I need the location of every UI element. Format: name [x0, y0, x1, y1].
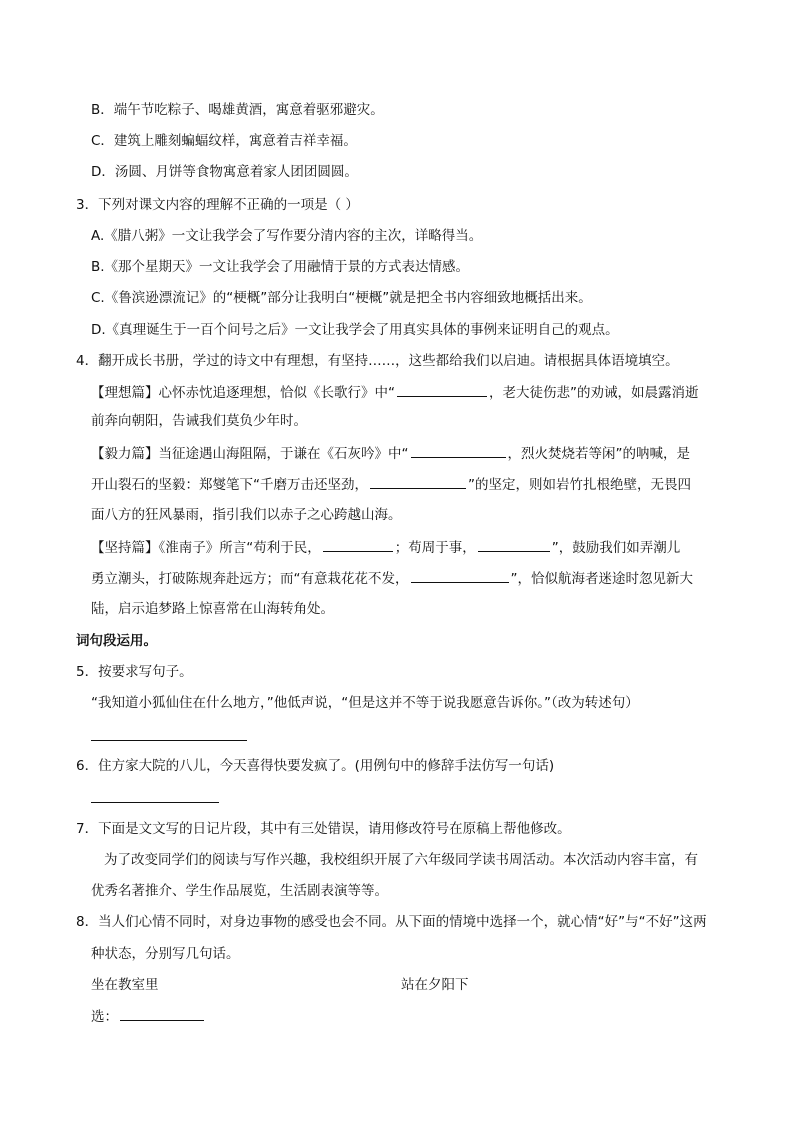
q4-blank-2[interactable]	[411, 443, 506, 458]
q4-jianchi-line-2	[91, 568, 693, 589]
q6-answer-line[interactable]	[91, 802, 219, 803]
q4-blank-4[interactable]	[323, 537, 393, 552]
q2-option-c: C．建筑上雕刻蝙蝠纹样，寓意着吉祥幸福。	[91, 133, 357, 149]
q4-jianchi-text-d: 勇立潮头，打破陈规奔赴远方；而“有意栽花花不发，	[91, 571, 409, 587]
q5-sentence: “我知道小狐仙住在什么地方，”他低声说，“但是这并不等于说我愿意告诉你。”（改为转述句）	[91, 695, 639, 711]
q8-option-2: 站在夕阳下	[401, 977, 469, 993]
section-title: 词句段运用。	[76, 633, 157, 649]
q2-option-b: B．端午节吃粽子、喝雄黄酒，寓意着驱邪避灾。	[91, 102, 384, 118]
q4-yili-line-2	[91, 474, 691, 495]
q7-paragraph-line-1: 为了改变同学们的阅读与写作兴趣，我校组织开展了六年级同学读书周活动。本次活动内容丰富，有	[104, 852, 698, 868]
q4-yili-text-a: 【毅力篇】当征途遇山海阻隔，于谦在《石灰吟》中“	[91, 446, 409, 462]
q4-yili-text-c: 开山裂石的坚毅：郑燮笔下“千磨万击还坚劲，	[91, 477, 368, 493]
q3-option-d: D.《真理诞生于一百个问号之后》一文让我学会了用真实具体的事例来证明自己的观点。	[91, 322, 619, 338]
q4-blank-5[interactable]	[478, 537, 550, 552]
q8-choose-row	[91, 1006, 206, 1027]
q4-jianchi-text-b: ；苟周于事，	[394, 540, 476, 556]
q4-lixiang-text-b: ，老大徒伤悲”的劝诫，如晨露消逝	[489, 385, 699, 401]
q8-choose-blank[interactable]	[120, 1006, 204, 1021]
q4-blank-3[interactable]	[370, 474, 466, 489]
q5-stem: 5．按要求写句子。	[76, 664, 193, 680]
q5-answer-line[interactable]	[91, 740, 247, 741]
q8-choose-label: 选：	[91, 1009, 118, 1025]
q4-lixiang-text-a: 【理想篇】心怀赤忱追逐理想，恰似《长歌行》中“	[91, 385, 395, 401]
q4-jianchi-text-e: ”，恰似航海者迷途时忽见新大	[510, 571, 693, 587]
q3-stem: 3．下列对课文内容的理解不正确的一项是（ ）	[76, 197, 359, 213]
q4-jianchi-line-3: 陆，启示追梦路上惊喜常在山海转角处。	[91, 601, 334, 617]
q4-yili-text-d: ”的坚定，则如岩竹扎根绝壁，无畏四	[468, 477, 691, 493]
q4-stem: 4．翻开成长书册，学过的诗文中有理想，有坚持……，这些都给我们以启迪。请根据具体语境填空。	[76, 353, 679, 369]
q8-stem-line-1: 8．当人们心情不同时，对身边事物的感受也会不同。从下面的情境中选择一个，就心情“好”与“不好”这两	[76, 914, 707, 930]
q3-option-b: B.《那个星期天》一文让我学会了用融情于景的方式表达情感。	[91, 259, 470, 275]
q4-blank-1[interactable]	[397, 382, 487, 397]
q4-yili-text-b: ，烈火焚烧若等闲”的呐喊，是	[507, 446, 690, 462]
q4-yili-line-3: 面八方的狂风暴雨，指引我们以赤子之心跨越山海。	[91, 507, 402, 523]
q4-jianchi-line-1	[91, 537, 680, 558]
q7-stem: 7．下面是文文写的日记片段，其中有三处错误，请用修改符号在原稿上帮他修改。	[76, 821, 571, 837]
q3-option-a: A.《腊八粥》一文让我学会了写作要分清内容的主次，详略得当。	[91, 228, 483, 244]
q4-jianchi-text-c: ”，鼓励我们如弄潮儿	[551, 540, 681, 556]
q4-lixiang-line-1	[91, 382, 699, 403]
q7-paragraph-line-2: 优秀名著推介、学生作品展览，生活剧表演等等。	[91, 883, 388, 899]
q4-lixiang-line-2: 前奔向朝阳，告诫我们莫负少年时。	[91, 413, 307, 429]
q2-option-d: D．汤圆、月饼等食物寓意着家人团团圆圆。	[91, 164, 358, 180]
q3-option-c: C.《鲁滨逊漂流记》的“梗概”部分让我明白“梗概”就是把全书内容细致地概括出来。	[91, 290, 592, 306]
q8-stem-line-2: 种状态，分别写几句话。	[91, 946, 240, 962]
q4-yili-line-1	[91, 443, 690, 464]
q6-stem: 6．住方家大院的八儿，今天喜得快要发疯了。(用例句中的修辞手法仿写一句话)	[76, 758, 555, 774]
q4-jianchi-text-a: 【坚持篇】《淮南子》所言“苟利于民，	[91, 540, 321, 556]
q4-blank-6[interactable]	[411, 568, 509, 583]
q8-option-1: 坐在教室里	[91, 977, 159, 993]
